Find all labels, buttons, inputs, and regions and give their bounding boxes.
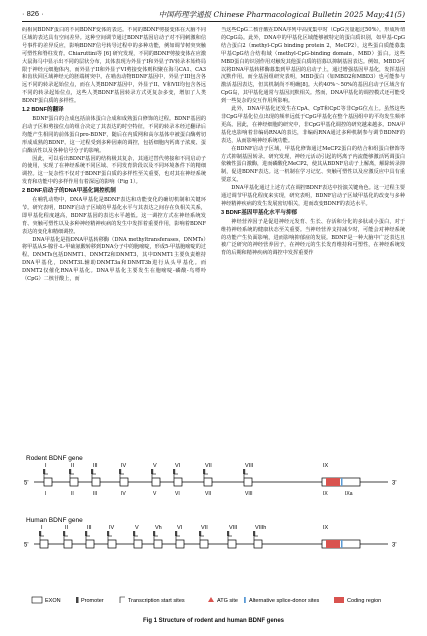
- legend-atg-icon: [208, 597, 214, 602]
- exon-box: [86, 540, 94, 548]
- section-heading: 1.2 BDNF的翻译: [22, 107, 64, 114]
- exon-box: [120, 478, 128, 486]
- five-prime-label: 5': [24, 542, 29, 549]
- paragraph: DNA甲基化是指DNA甲基转移酶（DNA methyltransferases，DNMTs）将甲基从S-腺苷-L-甲硫氨酸转移到DNA分子中的胞嘧啶，形成5-甲基胞嘧啶的过程。DNMTs包括DNMT1、DNMT2和DNMT3，其中DNMT1主要负责维持DNA甲基化，DNMT3L辅助DNMT3a和DNMT3b进行从头甲基化。而DNMT2仅催化RNA甲基化。DNA甲基化主要发生在胞嘧啶-磷酸-鸟嘌呤（CpG）二核苷酸上，而: [22, 236, 206, 283]
- exon-box: [176, 540, 184, 548]
- exon-bottom-label: V: [153, 491, 157, 497]
- exon-label: V: [153, 463, 157, 469]
- legend-coding-label: Coding region: [347, 598, 382, 604]
- legend-tss-label: Transcription start sites: [128, 598, 185, 604]
- exon-label: I: [41, 525, 43, 531]
- exon-label: III: [87, 525, 92, 531]
- legend-promoter-swatch: [76, 597, 79, 603]
- legend-tss-arrow: [120, 597, 125, 603]
- paragraph: 神经营养因子是促进神经元发育、生长、存活和分化的多肽或小蛋白，对于维持神经系统的健康状态至关重要。当神经营养支持减少时，可能会对神经系统的功能产生负面影响，进而影响抑郁症的发展。BDNF是一种大脑中广泛表达且被广泛研究的神经营养因子，在神经元的生长发育维持和可塑性，在神经系统发育的后期和精神疾病的调控中发挥重要作: [221, 218, 405, 257]
- gene-title: Rodent BDNF gene: [26, 455, 83, 462]
- promoter-mark: [63, 531, 65, 536]
- paragraph: 在BDNF启动子区域，甲基化修饰通过MeCP2蛋白的结合和组蛋白修饰等方式抑制基因转录。研究发现，神经元活动引起的钙离子内流能够激活钙调蛋白依赖性蛋白激酶，进而磷酸化MeCP2，使其从BDNF启动子上解离，解除转录抑制，促进BDNF表达。这一机制在学习记忆、突触可塑性以及应激反应中具有重要意义。: [221, 145, 405, 184]
- promoter-mark: [253, 531, 255, 536]
- exon-label: IX: [323, 525, 329, 531]
- figure-caption: Fig 1 Structure of rodent and human BDNF genes: [142, 618, 284, 624]
- exon-box: [134, 540, 142, 548]
- promoter-mark: [107, 531, 109, 536]
- paragraph: BDNF蛋白的合成包括前体蛋白合成和成熟蛋白修饰的过程。BDNF基因的启动子区和剪接位点的组合决定了其表达的时空特征，不同的转录本经过翻译后均能产生相同的前体蛋白pro-BDNF，随后在内质网和高尔基体中被蛋白酶剪切形成成熟的BDNF。这一过程受到多种因素的调控，包括细胞内钙离子浓度、蛋白酶活性以及各种信号分子的影响。: [22, 115, 206, 154]
- page-number: · 826 ·: [22, 9, 44, 18]
- exon-label: VII: [205, 463, 212, 469]
- legend-splice-label: Alternative splice-donor sites: [249, 598, 320, 604]
- promoter-mark: [243, 469, 245, 474]
- exon-label: II: [71, 463, 75, 469]
- exon-box: [154, 540, 162, 548]
- figure-bdnf-genes: [22, 452, 405, 630]
- coding-region: [326, 540, 340, 548]
- exon-box: [204, 478, 212, 486]
- exon-label: Vh: [155, 525, 162, 531]
- exon-bottom-label: VIII: [245, 491, 253, 497]
- header-rule: [22, 21, 405, 22]
- exon-box: [254, 540, 262, 548]
- section-heading: 3 BDNF基因甲基化水平与抑郁: [221, 209, 298, 216]
- exon-label: VIII: [245, 463, 254, 469]
- exon-label: IX: [323, 463, 329, 469]
- exon-box: [108, 540, 116, 548]
- promoter-mark: [69, 469, 71, 474]
- three-prime-label: 3': [392, 542, 397, 549]
- exon-box: [64, 540, 72, 548]
- promoter-mark: [39, 531, 41, 536]
- exon-label: IV: [121, 463, 127, 469]
- exon-bottom-label: IXa: [345, 491, 353, 497]
- exon-label: III: [93, 463, 98, 469]
- promoter-mark: [199, 531, 201, 536]
- right-column: [221, 27, 405, 443]
- exon-label: VII: [201, 525, 208, 531]
- splice-site: [341, 478, 343, 486]
- exon-bottom-label: VI: [175, 491, 180, 497]
- promoter-mark: [153, 531, 155, 536]
- legend-exon-swatch: [32, 597, 42, 603]
- exon-bottom-label: II: [71, 491, 74, 497]
- exon-label: VIII: [229, 525, 238, 531]
- exon-bottom-label: VII: [205, 491, 212, 497]
- exon-label: IV: [109, 525, 115, 531]
- page-header: [22, 8, 405, 22]
- exon-label: VIIIh: [255, 525, 267, 531]
- exon-box: [152, 478, 160, 486]
- promoter-mark: [119, 469, 121, 474]
- exon-box: [200, 540, 208, 548]
- exon-box: [228, 540, 236, 548]
- exon-box: [40, 540, 48, 548]
- gene-title: Human BDNF gene: [26, 517, 83, 524]
- paragraph: 码相同BDNF蛋白的不同BDNF变体的表达。不同的BDNF剪接变体在大脑不同区域的表达具有空间差异。这种空间调节通过BDNF基因启动子对不同刺激和信号事件的差异反应，影响BDNF信号转导过程中的多种功能，例如调节树突突触可塑性和脊柱发育。Chiaruttini等 [6] 研究发现，不同的BDNF剪接变体在应激大鼠海马中显示出不同的层状分布，其体表现为外显子I和外显子IV转录本始终局限于神经元细胞体内，而外显子II和外显子VI剪接变体则积聚在海马CA1、CA3和齿状回区域神经元的胚端树突中。在啮齿动物BDNF基因中，外显子III包含各远不同的转录起始位点，而在人类BDNF基因中，外显子II、V和VII均包含各远不同的转录起始位点，这些人类BDNF基因转录方式更复杂多变，增加了人类BDNF蛋白质的多样性。: [22, 27, 206, 105]
- exon-label: VI: [175, 463, 181, 469]
- promoter-mark: [85, 531, 87, 536]
- exon-bottom-label: III: [93, 491, 98, 497]
- exon-box: [70, 478, 78, 486]
- gene-diagram: [22, 452, 405, 614]
- paragraph: 在哺乳动物中，DNA甲基化是BDNF表达和功能变化的确切机制和关键环节。研究表明，BDNF启动子区域的甲基化水平与其表达之间存在负相关关系，即甲基化程度越高，BDNF基因的表达水平越低。这一调控方式在神经系统发育、突触可塑性以及多种神经精神疾病的发生中发挥着重要作用，影响着BDNF表达的变化和精细调控。: [22, 197, 206, 235]
- promoter-mark: [227, 531, 229, 536]
- exon-bottom-label: IX: [323, 491, 328, 497]
- promoter-mark: [151, 469, 153, 474]
- coding-region: [326, 478, 340, 486]
- paragraph: DNA甲基化通过上述方式在调控BDNF表达中扮演关键角色。这一过程主要通过调节甲基化程度来实现，研究表明，BDNF启动子区域甲基化的改变与多种神经精神疾病的发生发展密切相关，进而改变BDNF的表达水平。: [221, 185, 405, 207]
- promoter-mark: [173, 469, 175, 474]
- legend-splice-swatch: [244, 597, 246, 603]
- promoter-mark: [175, 531, 177, 536]
- three-prime-label: 3': [392, 480, 397, 487]
- exon-bottom-label: IV: [121, 491, 126, 497]
- paragraph: 当这些CpG二核苷酸在DNA序列中高度集中时（CpG含量超过50%），形成所谓的CpG岛。此外，DNA中的甲基化区域能够被特定的蛋白质识别，如甲基-CpG结合蛋白2（methyl-CpG binding protein 2，MeCP2），这些蛋白质能募集甲基CpG结合结构域（methyl-CpG-binding domain，MBD）蛋白。这些MBD蛋白的识别作用对触发其他蛋白质的招募以抑制基因表达。例如，MBD3可以将DNA甲基转移酶募集到甲基因的启动子上，通过增强基因甲基化，发挥基因沉默作用。而全基因组研究表明，MBD蛋白（如MBD2和MBD3）也可能参与激活基因表达，但其机制尚不明确[8]。大约40%～50%的基因启动子区域含有CpG岛，其甲基化通常与基因沉默相关。然而，DNA甲基化的调控模式还可能受到一些复杂的交互作用所影响。: [221, 27, 405, 105]
- exon-bottom-label: I: [45, 491, 47, 497]
- exon-box: [244, 478, 252, 486]
- promoter-mark: [133, 531, 135, 536]
- legend-atg-label: ATG site: [217, 598, 238, 604]
- promoter-mark: [43, 469, 45, 474]
- exon-box: [92, 478, 100, 486]
- promoter-mark: [91, 469, 93, 474]
- legend-coding-swatch: [334, 597, 344, 603]
- splice-site: [341, 540, 343, 548]
- five-prime-label: 5': [24, 480, 29, 487]
- exon-label: I: [45, 463, 47, 469]
- exon-label: V: [135, 525, 139, 531]
- exon-box: [44, 478, 52, 486]
- section-heading: 2 BDNF启动子的DNA甲基化调控机制: [22, 188, 116, 195]
- paragraph: 因此，可以看出BDNF基因的结构极其复杂，其通过替代剪接和不同启动子的使用，实现了在神经系统不同区域、不同发育阶段以及不同环境条件下的精细调控。这一复杂性不仅对于BDNF蛋白质的多样性至关重要，也对其在神经系统发育和功能中的多样作用有着深远的影响（Fig 1）。: [22, 155, 206, 186]
- left-column: [22, 27, 206, 443]
- legend-promoter-label: Promoter: [81, 598, 104, 604]
- exon-label: VI: [177, 525, 183, 531]
- exon-box: [174, 478, 182, 486]
- exon-label: II: [65, 525, 69, 531]
- paragraph: 此外，DNA甲基化还发生在CpA、CpT和CpC等非CpG位点上。虽然这些非CpG甲基化位点出现的频率远低于CpG甲基化在整个基因组中的平均发生频率更高。因此，在神经细胞的研究中，非CpG甲基化调控的研究越来越多。DNA甲基化也影响着非编码RNA的表达，非编码RNA通过多种机制参与调节BDNF的表达，从而影响神经系统功能。: [221, 106, 405, 144]
- journal-title: 中国药理学通报 Chinese Pharmacological Bulletin 2025 May;41(5): [158, 10, 405, 19]
- promoter-mark: [203, 469, 205, 474]
- legend-exon-label: EXON: [45, 598, 61, 604]
